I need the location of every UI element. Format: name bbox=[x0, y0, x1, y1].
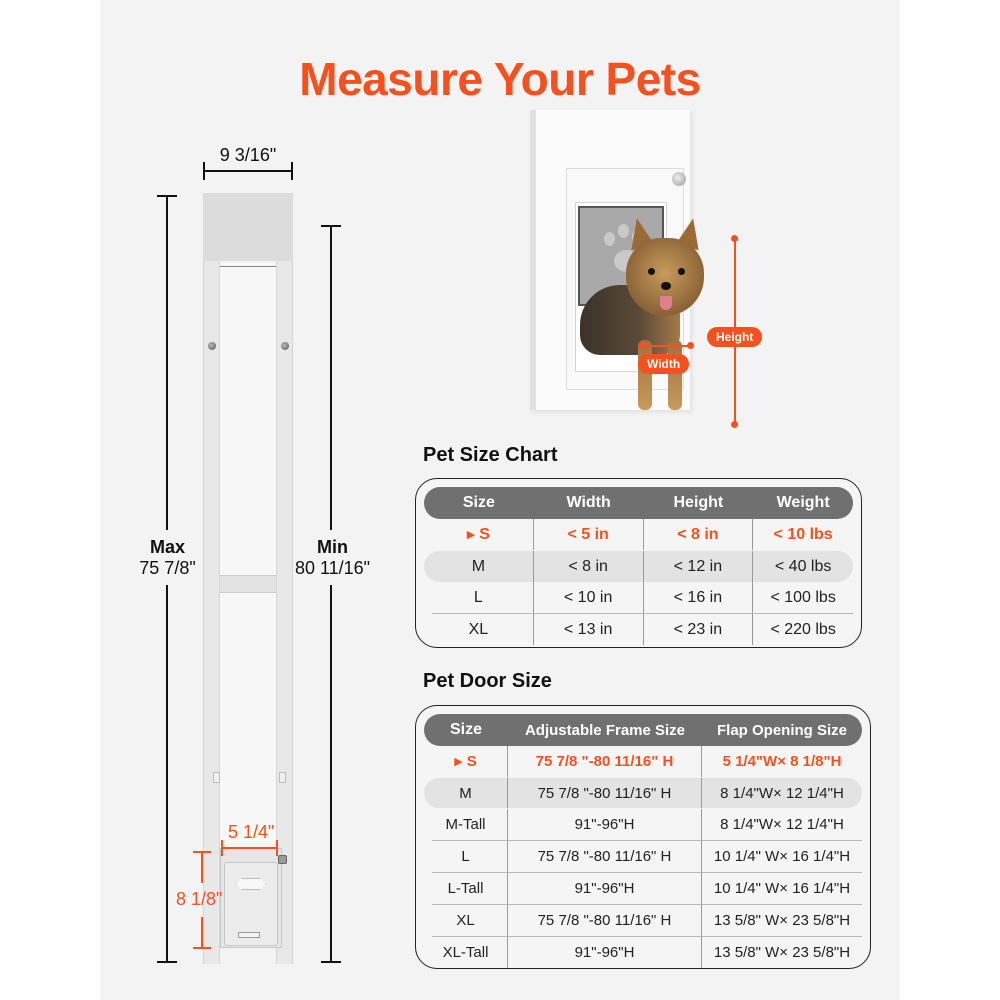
cell-height: < 16 in bbox=[644, 582, 754, 613]
dog-leg bbox=[668, 340, 682, 410]
max-dimension-line-lower bbox=[166, 585, 168, 962]
width-tick-right bbox=[291, 162, 293, 180]
brand-badge-icon bbox=[236, 878, 266, 890]
table-row-s bbox=[424, 746, 862, 777]
cell-flap: 8 1/4"W× 12 1/4"H bbox=[720, 784, 844, 802]
cell-flap: 10 1/4" W× 16 1/4"H bbox=[713, 848, 851, 865]
cell-size: L bbox=[424, 582, 534, 613]
flap-height-tick-bottom bbox=[193, 947, 211, 949]
max-tick-bottom bbox=[157, 961, 177, 963]
min-tick-bottom bbox=[321, 961, 341, 963]
frame-left-rail bbox=[203, 261, 220, 964]
min-label bbox=[280, 537, 385, 579]
min-label-value: 80 11/16" bbox=[294, 558, 371, 578]
cell-weight: < 220 lbs bbox=[770, 620, 836, 638]
cell-size: M bbox=[424, 778, 508, 808]
frame-glass-upper bbox=[220, 263, 276, 575]
cell-flap: 13 5/8" W× 23 5/8"H bbox=[713, 912, 851, 929]
cell-size: XL-Tall bbox=[424, 937, 508, 968]
frame-header-block bbox=[203, 193, 293, 261]
cell-size-text: S bbox=[466, 753, 477, 770]
cell-weight: < 100 lbs bbox=[770, 588, 836, 606]
pet-size-chart-table bbox=[415, 478, 862, 648]
cell-width: < 10 in bbox=[534, 582, 644, 613]
frame-width-label: 9 3/16" bbox=[219, 145, 277, 165]
cell-size-text: S bbox=[479, 525, 490, 543]
width-tag: Width bbox=[638, 354, 689, 374]
flap-height-line-upper bbox=[201, 851, 203, 883]
header-width: Width bbox=[566, 494, 611, 511]
page-title: Measure Your Pets bbox=[299, 53, 701, 105]
label-plate-icon bbox=[238, 932, 260, 938]
min-label-title: Min bbox=[317, 537, 348, 557]
max-label bbox=[120, 537, 215, 579]
cell-size: M bbox=[424, 551, 534, 582]
cell-frame: 75 7/8 "-80 11/16" H bbox=[508, 841, 702, 872]
pet-size-chart-header bbox=[424, 487, 853, 519]
dog-eye bbox=[678, 268, 685, 275]
flap-height-line-lower bbox=[201, 917, 203, 947]
flap-height-label: 8 1/8" bbox=[176, 889, 223, 909]
cell-size: M-Tall bbox=[424, 809, 508, 840]
table-row-m bbox=[424, 551, 853, 582]
dog-nose bbox=[661, 282, 671, 290]
height-dot-bottom bbox=[731, 421, 738, 428]
min-dimension-line-lower bbox=[330, 585, 332, 962]
width-measure-line bbox=[642, 345, 690, 347]
pet-size-chart-title: Pet Size Chart bbox=[423, 444, 558, 466]
flap-width-label: 5 1/4" bbox=[228, 822, 275, 842]
cell-flap: 10 1/4" W× 16 1/4"H bbox=[713, 880, 851, 897]
max-label-title: Max bbox=[149, 537, 185, 557]
cell-size: XL bbox=[424, 905, 508, 936]
cell-frame: 75 7/8 "-80 11/16" H bbox=[508, 905, 702, 936]
width-dimension-line bbox=[203, 170, 293, 172]
table-row-m bbox=[424, 778, 862, 808]
cell-weight: < 10 lbs bbox=[773, 525, 833, 543]
header-height: Height bbox=[673, 494, 724, 511]
pet-door-size-table bbox=[415, 705, 871, 969]
table-row-m-tall bbox=[424, 809, 862, 840]
width-dot-right bbox=[687, 342, 694, 349]
max-dimension-line-upper bbox=[166, 195, 168, 530]
cell-frame: 91"-96"H bbox=[508, 937, 702, 968]
cell-height: < 8 in bbox=[644, 519, 754, 550]
cell-flap: 13 5/8" W× 23 5/8"H bbox=[713, 944, 851, 961]
cell-flap: 8 1/4"W× 12 1/4"H bbox=[720, 816, 844, 833]
cell-size: L-Tall bbox=[424, 873, 508, 904]
cell-width: < 5 in bbox=[534, 519, 644, 550]
frame-glass-lower bbox=[220, 593, 276, 843]
flap-width-tick-left bbox=[221, 840, 223, 856]
frame-crossbar bbox=[220, 575, 276, 593]
clip-icon bbox=[213, 772, 220, 783]
width-tick-left bbox=[203, 162, 205, 180]
table-row-l bbox=[424, 582, 853, 613]
lock-icon bbox=[278, 855, 287, 864]
cell-size bbox=[424, 746, 508, 777]
cell-size: XL bbox=[424, 614, 534, 645]
arrow-right-icon: ▶ bbox=[454, 756, 463, 768]
cell-frame: 91"-96"H bbox=[508, 873, 702, 904]
dog-door-photo bbox=[530, 110, 730, 440]
min-dimension-line-upper bbox=[330, 225, 332, 530]
paw-toe bbox=[604, 232, 615, 246]
cell-frame: 75 7/8 "-80 11/16" H bbox=[508, 746, 702, 777]
cell-frame: 91"-96"H bbox=[508, 809, 702, 840]
cell-width: < 8 in bbox=[534, 551, 644, 582]
cell-width: < 13 in bbox=[534, 614, 644, 645]
cell-flap: 5 1/4"W× 8 1/8"H bbox=[722, 753, 842, 770]
header-weight: Weight bbox=[776, 494, 830, 511]
cell-size: L bbox=[424, 841, 508, 872]
table-row-xl-tall bbox=[424, 937, 862, 968]
screw-icon bbox=[208, 342, 216, 350]
height-tag: Height bbox=[707, 327, 762, 347]
cell-height: < 23 in bbox=[644, 614, 754, 645]
table-row-l-tall bbox=[424, 873, 862, 904]
table-row-xl bbox=[424, 905, 862, 936]
dog-leg bbox=[638, 340, 652, 410]
header-size: Size bbox=[462, 494, 495, 511]
flap-width-line bbox=[221, 847, 277, 849]
header-frame-size: Adjustable Frame Size bbox=[524, 721, 686, 739]
cell-frame: 75 7/8 "-80 11/16" H bbox=[508, 778, 702, 808]
cell-size bbox=[424, 519, 534, 550]
arrow-right-icon: ▶ bbox=[466, 529, 476, 541]
flap-width-tick-right bbox=[276, 840, 278, 856]
frame-top-edge bbox=[220, 266, 276, 267]
cell-weight: < 40 lbs bbox=[774, 557, 832, 575]
dog-tongue bbox=[660, 296, 672, 310]
max-label-value: 75 7/8" bbox=[139, 558, 196, 578]
table-row-xl bbox=[424, 614, 853, 645]
pet-door-size-title: Pet Door Size bbox=[423, 670, 552, 692]
header-size: Size bbox=[449, 721, 482, 738]
header-flap-opening: Flap Opening Size bbox=[716, 721, 847, 739]
dog-eye bbox=[648, 268, 655, 275]
clip-icon bbox=[279, 772, 286, 783]
pet-door-size-header bbox=[424, 714, 862, 746]
table-row-s bbox=[424, 519, 853, 550]
cell-height: < 12 in bbox=[644, 551, 754, 582]
knob-icon bbox=[672, 172, 686, 186]
screw-icon bbox=[281, 342, 289, 350]
table-row-l bbox=[424, 841, 862, 872]
